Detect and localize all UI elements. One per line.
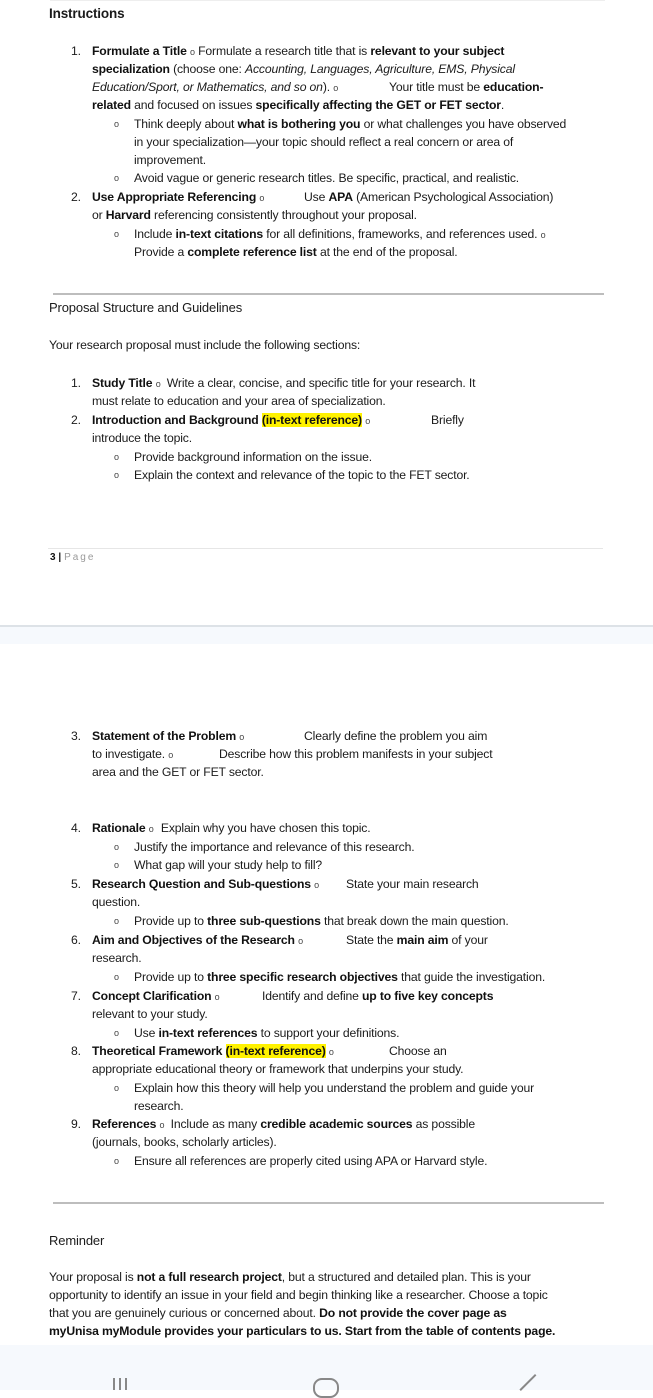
bullet-icon: o — [114, 972, 119, 982]
bullet-icon: o — [114, 452, 119, 462]
section-divider — [53, 293, 604, 295]
instructions-heading: Instructions — [49, 6, 125, 21]
bullet-icon: o — [114, 1028, 119, 1038]
proposal-heading: Proposal Structure and Guidelines — [49, 300, 243, 315]
bullet-icon: o — [114, 173, 119, 183]
highlight-in-text-reference: (in-text reference) — [261, 413, 362, 427]
bullet-icon: o — [114, 916, 119, 926]
home-icon[interactable] — [313, 1378, 339, 1398]
bullet-icon: o — [114, 119, 119, 129]
bullet-icon: o — [114, 860, 119, 870]
page-number: 3 | Page — [50, 552, 96, 563]
bullet-icon: o — [114, 1156, 119, 1166]
bullet-icon: o — [114, 1083, 119, 1093]
bullet-icon: o — [114, 229, 119, 239]
page-break — [0, 625, 653, 644]
footer-rule — [48, 548, 603, 549]
bullet-icon: o — [114, 470, 119, 480]
top-rule — [50, 0, 605, 1]
reminder-heading: Reminder — [49, 1233, 105, 1248]
section-divider — [53, 1202, 604, 1204]
highlight-in-text-reference: (in-text reference) — [225, 1044, 326, 1058]
proposal-intro: Your research proposal must include the following sections: — [49, 338, 361, 352]
bullet-icon: o — [114, 842, 119, 852]
recent-apps-icon[interactable] — [113, 1378, 127, 1390]
